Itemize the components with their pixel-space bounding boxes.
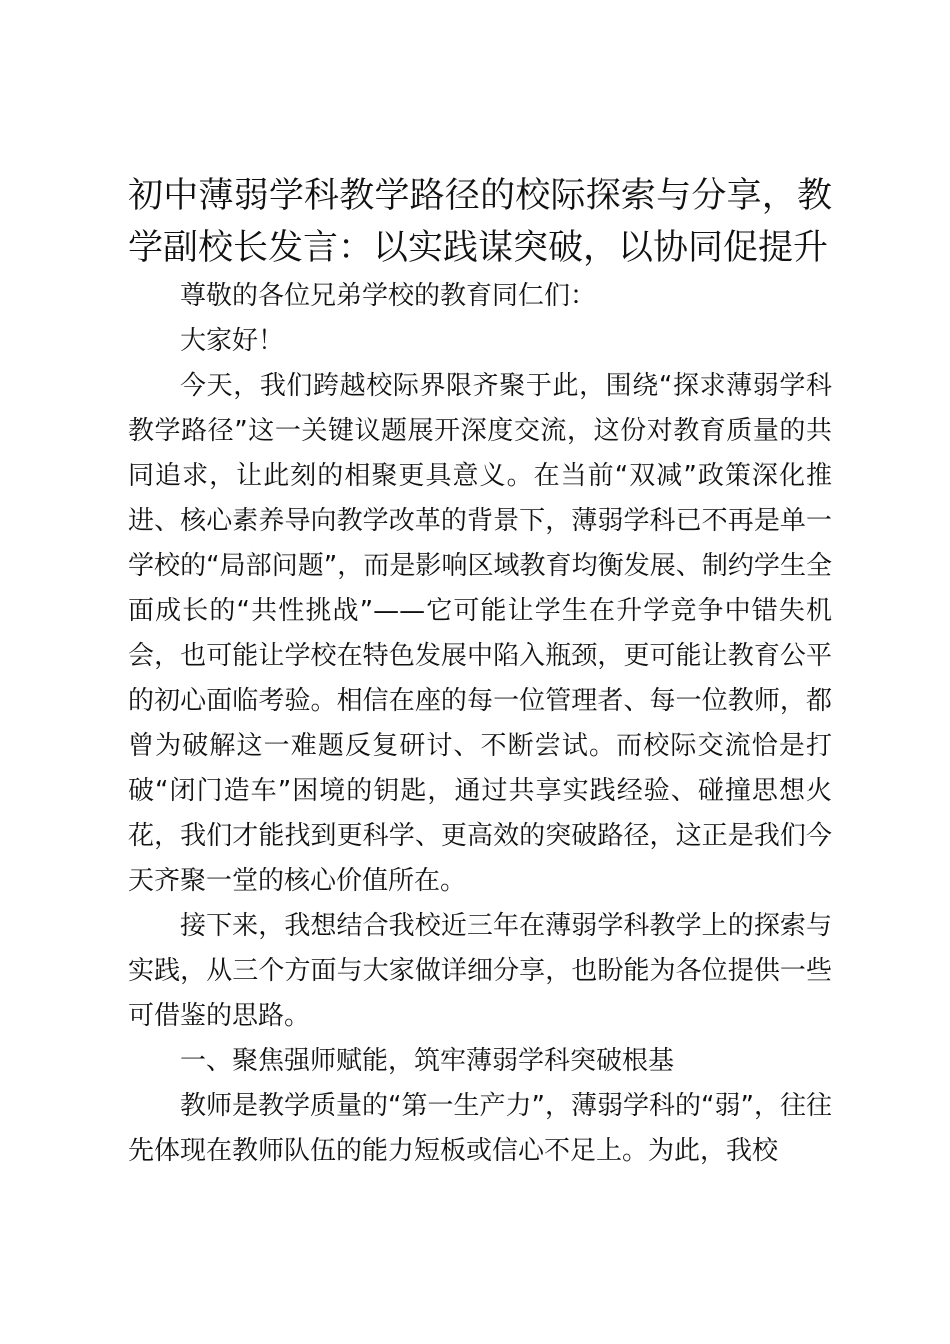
document-title: 初中薄弱学科教学路径的校际探索与分享，教学副校长发言：以实践谋突破，以协同促提升 bbox=[128, 176, 832, 268]
section-heading: 一、聚焦强师赋能，筑牢薄弱学科突破根基 bbox=[180, 1046, 675, 1076]
document-page bbox=[128, 170, 832, 1174]
salutation: 尊敬的各位兄弟学校的教育同仁们： bbox=[180, 281, 597, 311]
body-paragraph: 教师是教学质量的“第一生产力”，薄弱学科的“弱”，往往先体现在教师队伍的能力短板或信心不足上。为此，我校 bbox=[128, 1091, 832, 1166]
body-paragraph: 接下来，我想结合我校近三年在薄弱学科教学上的探索与实践，从三个方面与大家做详细分享，也盼能为各位提供一些可借鉴的思路。 bbox=[128, 911, 832, 1031]
body-paragraph: 今天，我们跨越校际界限齐聚于此，围绕“探求薄弱学科教学路径”这一关键议题展开深度交流，这份对教育质量的共同追求，让此刻的相聚更具意义。在当前“双减”政策深化推进、核心素养导向教学改革的背景下，薄弱学科已不再是单一学校的“局部问题”，而是影响区域教育均衡发展、制约学生全面成长的“共性挑战”——它可能让学生在升学竞争中错失机会，也可能让学校在特色发展中陷入瓶颈，更可能让教育公平的初心面临考验。相信在座的每一位管理者、每一位教师，都曾为破解这一难题反复研讨、不断尝试。而校际交流恰是打破“闭门造车”困境的钥匙，通过共享实践经验、碰撞思想火花，我们才能找到更科学、更高效的突破路径，这正是我们今天齐聚一堂的核心价值所在。 bbox=[128, 371, 832, 896]
greeting: 大家好！ bbox=[180, 326, 285, 356]
